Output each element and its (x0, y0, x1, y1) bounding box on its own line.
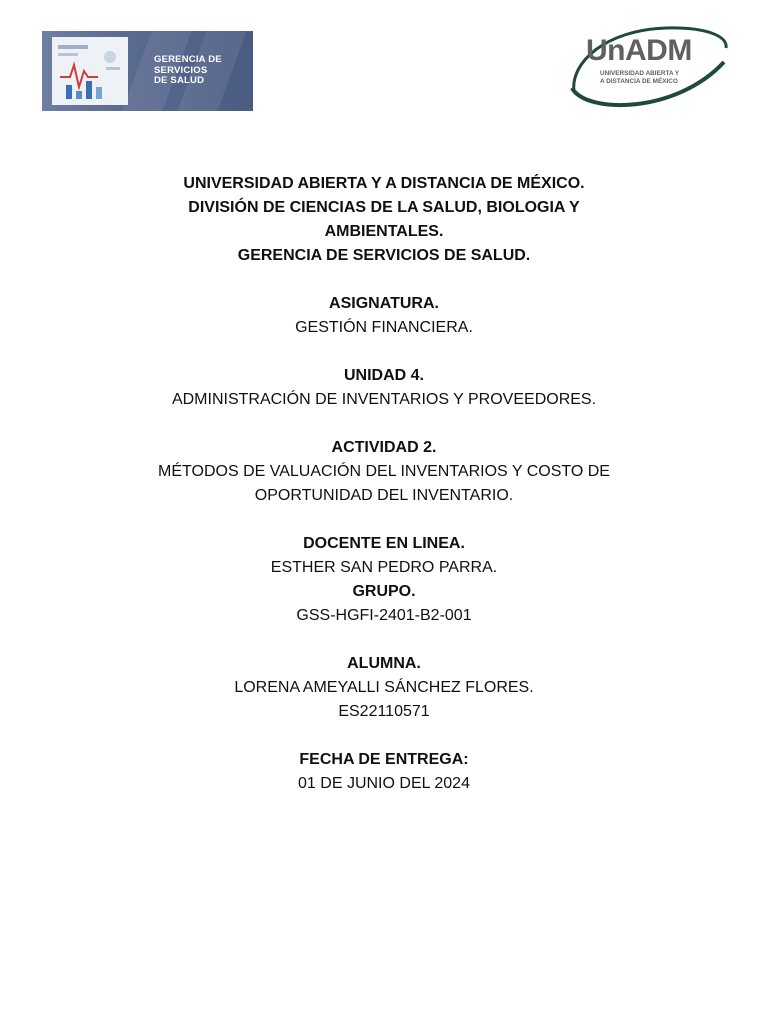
header-line-1: UNIVERSIDAD ABIERTA Y A DISTANCIA DE MÉXICO. (183, 175, 585, 192)
gerencia-logo (42, 31, 253, 111)
actividad-value-line1: MÉTODOS DE VALUACIÓN DEL INVENTARIOS Y COSTO DE (158, 463, 610, 480)
unidad-label: UNIDAD 4. (343, 367, 424, 384)
unadm-subtitle-line2: A DISTANCIA DE MÉXICO (600, 77, 678, 85)
asignatura-value: GESTIÓN FINANCIERA. (295, 319, 473, 336)
medical-chart-icon (52, 37, 128, 105)
alumna-id: ES22110571 (338, 703, 430, 720)
unadm-logo (566, 22, 730, 112)
fecha-label: FECHA DE ENTREGA: (299, 751, 469, 768)
alumna-name: LORENA AMEYALLI SÁNCHEZ FLORES. (234, 679, 534, 696)
cover-content (84, 172, 684, 796)
unadm-subtitle-line1: UNIVERSIDAD ABIERTA Y (600, 70, 680, 77)
grupo-value: GSS-HGFI-2401-B2-001 (296, 607, 472, 624)
unadm-subtitle (600, 70, 679, 85)
actividad-label: ACTIVIDAD 2. (331, 439, 437, 456)
alumna-label: ALUMNA. (347, 655, 421, 672)
fecha-value: 01 DE JUNIO DEL 2024 (298, 775, 470, 792)
header-line-2: DIVISIÓN DE CIENCIAS DE LA SALUD, BIOLOGIA Y (188, 199, 580, 216)
gerencia-logo-text: GERENCIA DE SERVICIOS DE SALUD (154, 54, 222, 86)
unadm-brand: UnADM (586, 34, 692, 67)
actividad-value-line2: OPORTUNIDAD DEL INVENTARIO. (254, 487, 514, 504)
unidad-value: ADMINISTRACIÓN DE INVENTARIOS Y PROVEEDORES. (171, 391, 597, 408)
docente-label: DOCENTE EN LINEA. (303, 535, 465, 552)
docente-value: ESTHER SAN PEDRO PARRA. (270, 559, 498, 576)
header-line-3: AMBIENTALES. (324, 223, 444, 240)
grupo-label: GRUPO. (352, 583, 416, 600)
header-line-4: GERENCIA DE SERVICIOS DE SALUD. (237, 247, 531, 264)
asignatura-label: ASIGNATURA. (329, 295, 439, 312)
